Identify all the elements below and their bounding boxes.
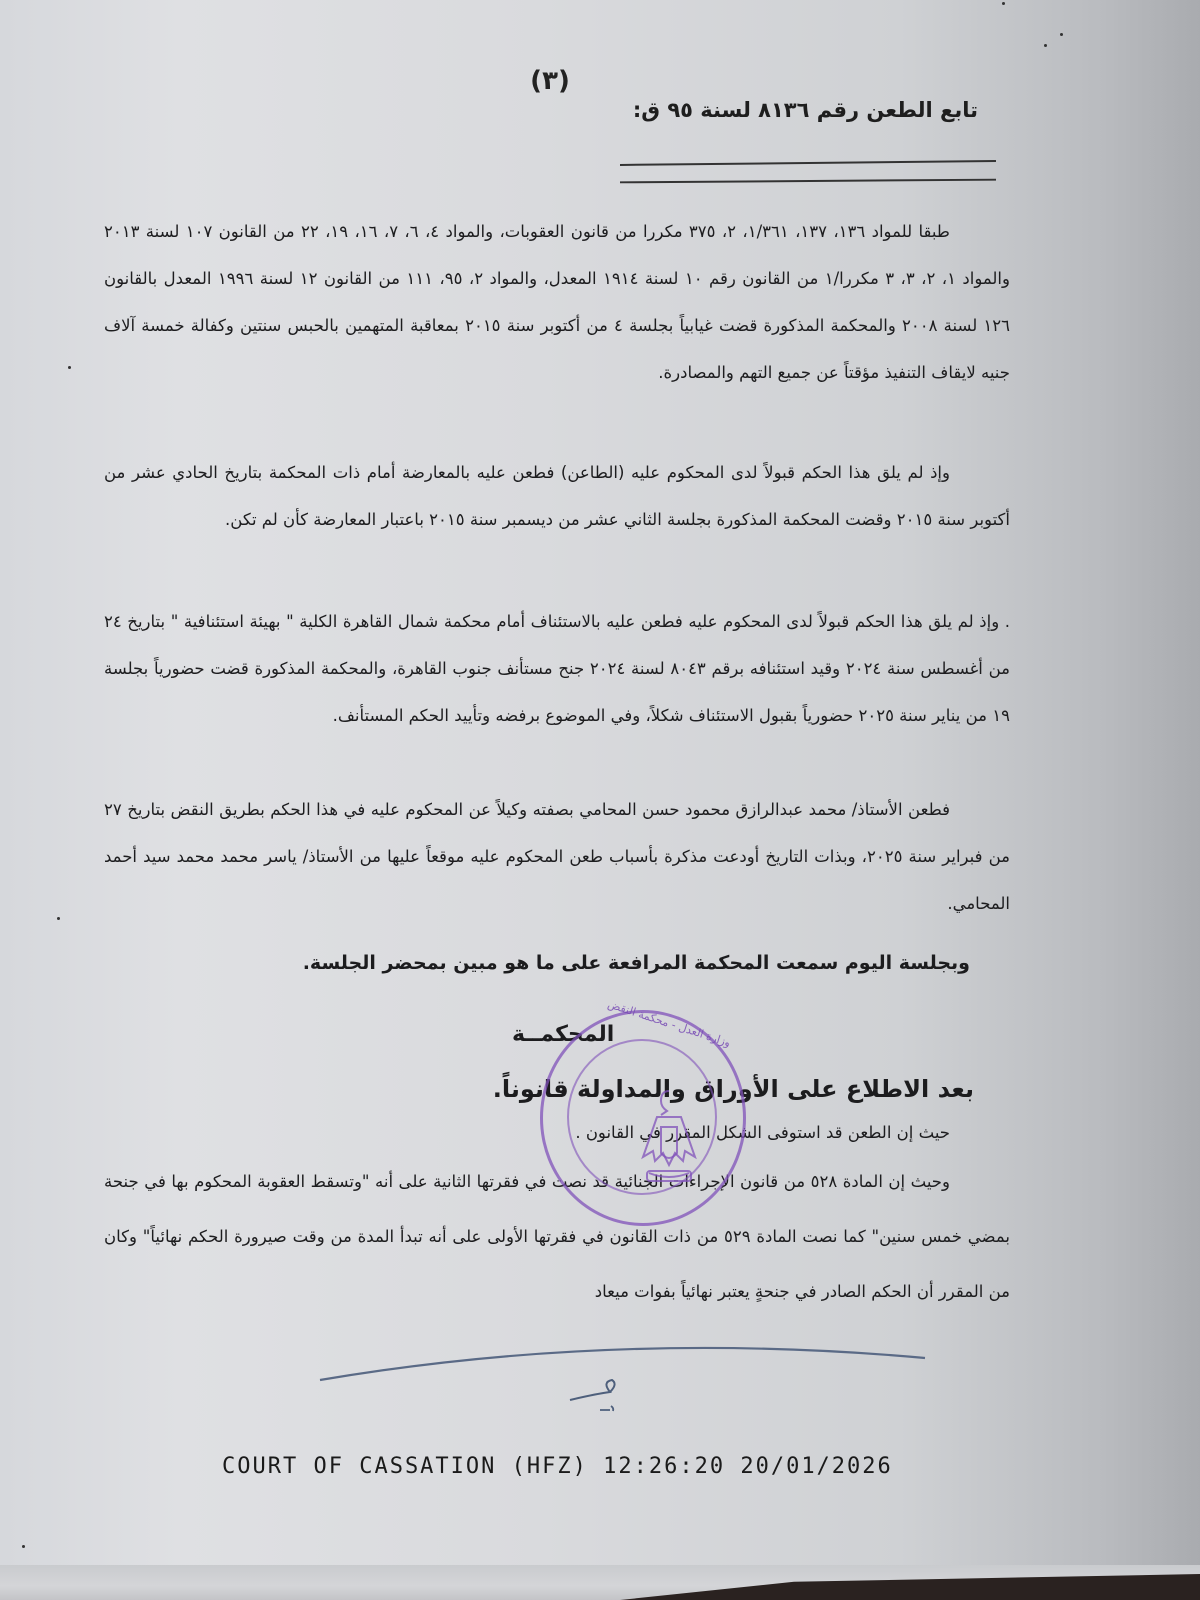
page-number: (٣) xyxy=(530,66,570,96)
speck xyxy=(22,1545,25,1548)
paragraph-text: وحيث إن المادة ٥٢٨ من قانون الإجراءات الجنائية قد نصت في فقرتها الثانية على أنه "وتسقط العقوبة المحكوم بها في جنحة بمضي خمس سنين" كما نصت المادة ٥٢٩ من ذات القانون في فقرتها الأولى على أنه تبدأ المدة من وقت صيرورة الحكم نهائياً" وكان من المقرر أن الحكم الصادر في جنحةٍ يعتبر نهائياً بفوات ميعاد xyxy=(104,1172,1010,1301)
paragraph-opposition xyxy=(104,449,1010,543)
paragraph-cassation-filing xyxy=(104,786,1010,927)
reasoning-form xyxy=(104,1113,1010,1153)
speck xyxy=(57,917,60,920)
speck xyxy=(68,366,71,369)
reasoning-articles xyxy=(104,1154,1010,1319)
paragraph-text: فطعن الأستاذ/ محمد عبدالرازق محمود حسن المحامي بصفته وكيلاً عن المحكوم عليه في هذا الحكم بطريق النقض بتاريخ ٢٧ من فبراير سنة ٢٠٢٥، وبذات التاريخ أودعت مذكرة بأسباب طعن المحكوم عليه موقعاً عليها من الأستاذ/ ياسر محمد محمد سيد أحمد المحامي. xyxy=(104,800,1010,913)
signature-mark xyxy=(315,1340,935,1450)
speck xyxy=(1044,44,1047,47)
paragraph-text: وإذ لم يلق هذا الحكم قبولاً لدى المحكوم عليه (الطاعن) فطعن عليه بالمعارضة أمام ذات المحكمة بتاريخ الحادي عشر من أكتوبر سنة ٢٠١٥ وقضت المحكمة المذكورة بجلسة الثاني عشر من ديسمبر سنة ٢٠١٥ باعتبار المعارضة كأن لم تكن. xyxy=(104,463,1010,529)
court-heading: المحكمــة xyxy=(512,1022,615,1047)
header-divider xyxy=(620,179,996,184)
paragraph-legal-articles xyxy=(104,208,1010,396)
stamp-text: وزارة العدل - محكمة النقض xyxy=(606,997,733,1050)
court-timestamp-stamp: COURT OF CASSATION (HFZ) 12:26:20 20/01/2026 xyxy=(222,1454,893,1479)
header-divider xyxy=(620,160,996,166)
paragraph-text: طبقا للمواد ١٣٦، ١٣٧، ١/٣٦١، ٢، ٣٧٥ مكررا من قانون العقوبات، والمواد ٤، ٦، ٧، ١٦، ١٩، ٢٢ من القانون ١٠٧ لسنة ٢٠١٣ والمواد ١، ٢، ٣، ٣ مكررا/١ من القانون رقم ١٠ لسنة ١٩١٤ المعدل، والمواد ٢، ٩٥، ١١١ من القانون ١٢ لسنة ١٩٩٦ المعدل بالقانون ١٢٦ لسنة ٢٠٠٨ والمحكمة المذكورة قضت غيابياً بجلسة ٤ من أكتوبر سنة ٢٠١٥ بمعاقبة المتهمين بالحبس سنتين وكفالة خمسة آلاف جنيه لايقاف التنفيذ مؤقتاً عن جميع التهم والمصادرة. xyxy=(104,222,1011,382)
speck xyxy=(1002,2,1005,5)
after-review-line: بعد الاطلاع على الأوراق والمداولة قانوناً. xyxy=(492,1075,974,1103)
hearing-line: وبجلسة اليوم سمعت المحكمة المرافعة على ما هو مبين بمحضر الجلسة. xyxy=(302,952,970,974)
paragraph-text: . وإذ لم يلق هذا الحكم قبولاً لدى المحكوم عليه فطعن عليه بالاستئناف أمام محكمة شمال القاهرة الكلية " بهيئة استئنافية " بتاريخ ٢٤ من أغسطس سنة ٢٠٢٤ وقيد استئنافه برقم ٨٠٤٣ لسنة ٢٠٢٤ جنح مستأنف جنوب القاهرة، والمحكمة المذكورة قضت حضورياً بجلسة ١٩ من يناير سنة ٢٠٢٥ حضورياً بقبول الاستئناف شكلاً، وفي الموضوع برفضه وتأييد الحكم المستأنف. xyxy=(104,612,1010,725)
case-reference: تابع الطعن رقم ٨١٣٦ لسنة ٩٥ ق: xyxy=(632,98,978,122)
paragraph-appeal xyxy=(104,598,1010,739)
paragraph-text: حيث إن الطعن قد استوفى الشكل المقرر في القانون . xyxy=(575,1123,950,1142)
speck xyxy=(1060,33,1063,36)
